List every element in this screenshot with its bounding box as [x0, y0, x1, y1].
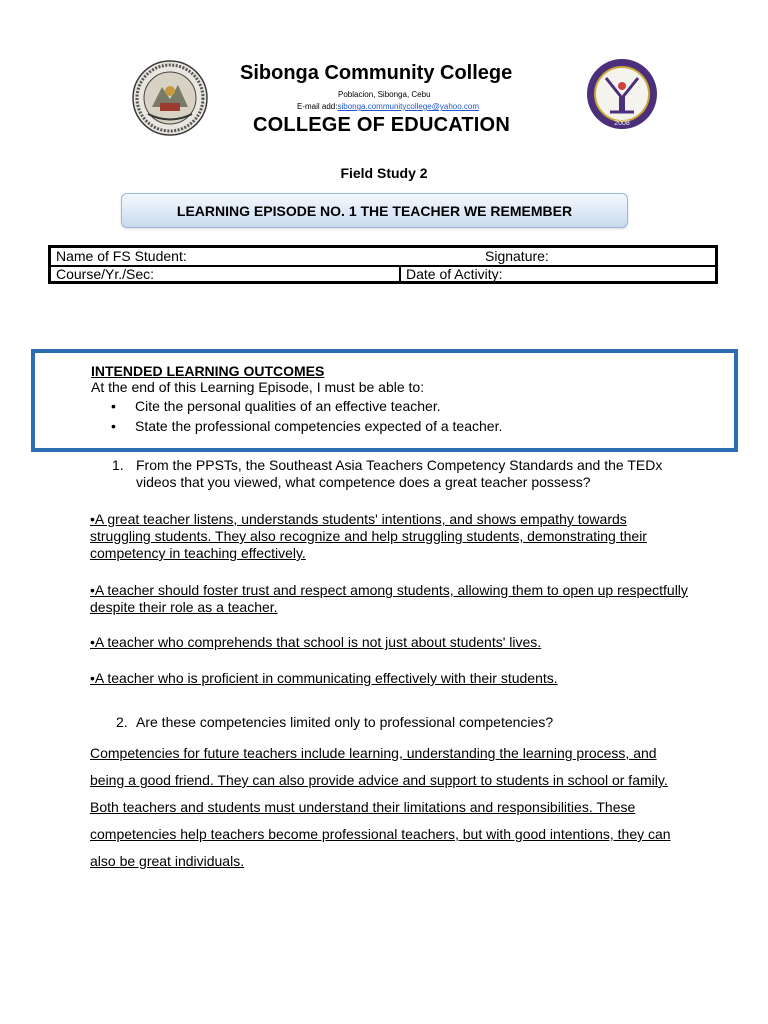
student-info-table [48, 245, 718, 284]
outcome-item: • Cite the personal qualities of an effective teacher. [111, 398, 441, 414]
department-title: COLLEGE OF EDUCATION [253, 114, 510, 136]
date-label: Date of Activity: [406, 266, 503, 282]
answer-item: •A teacher who is proficient in communicating effectively with their students. [90, 670, 558, 686]
college-name: Sibonga Community College [240, 62, 513, 84]
outcomes-box [31, 349, 738, 452]
answer-item: •A teacher who comprehends that school is not just about students' lives. [90, 634, 542, 650]
episode-banner [121, 193, 628, 228]
email-link[interactable]: sibonga.communitycollege@yahoo.com [337, 102, 479, 111]
info-row-course [51, 267, 715, 282]
bullet-icon: • [111, 418, 116, 434]
email-label: E-mail add: [297, 102, 338, 111]
college-seal-icon [132, 59, 208, 137]
name-label: Name of FS Student: [56, 248, 187, 264]
signature-label: Signature: [485, 248, 549, 264]
outcomes-intro: At the end of this Learning Episode, I must be able to: [91, 379, 425, 395]
answer-item: •A great teacher listens, understands students' intentions, and shows empathy towards struggling students. They also recognize and help struggling students, demonstrating their competency in teaching effectively. [90, 511, 647, 561]
college-address: Poblacion, Sibonga, Cebu [338, 90, 431, 99]
question-text: From the PPSTs, the Southeast Asia Teachers Competency Standards and the TEDx videos that you viewed, what competence does a great teacher possess? [136, 457, 663, 490]
question-2 [116, 714, 553, 731]
question-number: 2. [116, 714, 128, 730]
college-emblem-icon [586, 58, 658, 130]
answer-item: •A teacher should foster trust and respect among students, allowing them to open up respectfully despite their role as a teacher. [90, 582, 688, 615]
answer-paragraph: Competencies for future teachers include learning, understanding the learning process, and being a good friend. They can also provide advice and support to students in school or family. Both teachers and students must understand their limitations and responsibilities. These competencies help teachers become professional teachers, but with good intentions, they can also be great individuals. [90, 745, 671, 869]
question-number: 1. [112, 457, 124, 473]
course-label: Course/Yr./Sec: [56, 266, 155, 282]
outcomes-heading: INTENDED LEARNING OUTCOMES [91, 363, 325, 379]
cell-divider [399, 267, 401, 283]
outcome-item: • State the professional competencies expected of a teacher. [111, 418, 503, 434]
bullet-icon: • [111, 398, 116, 414]
subject-title: Field Study 2 [340, 165, 428, 181]
college-email [297, 102, 479, 111]
info-row-name [51, 248, 715, 267]
episode-title: LEARNING EPISODE NO. 1 THE TEACHER WE REMEMBER [176, 202, 573, 219]
svg-text:2008: 2008 [614, 120, 630, 127]
question-text: Are these competencies limited only to professional competencies? [136, 714, 554, 730]
